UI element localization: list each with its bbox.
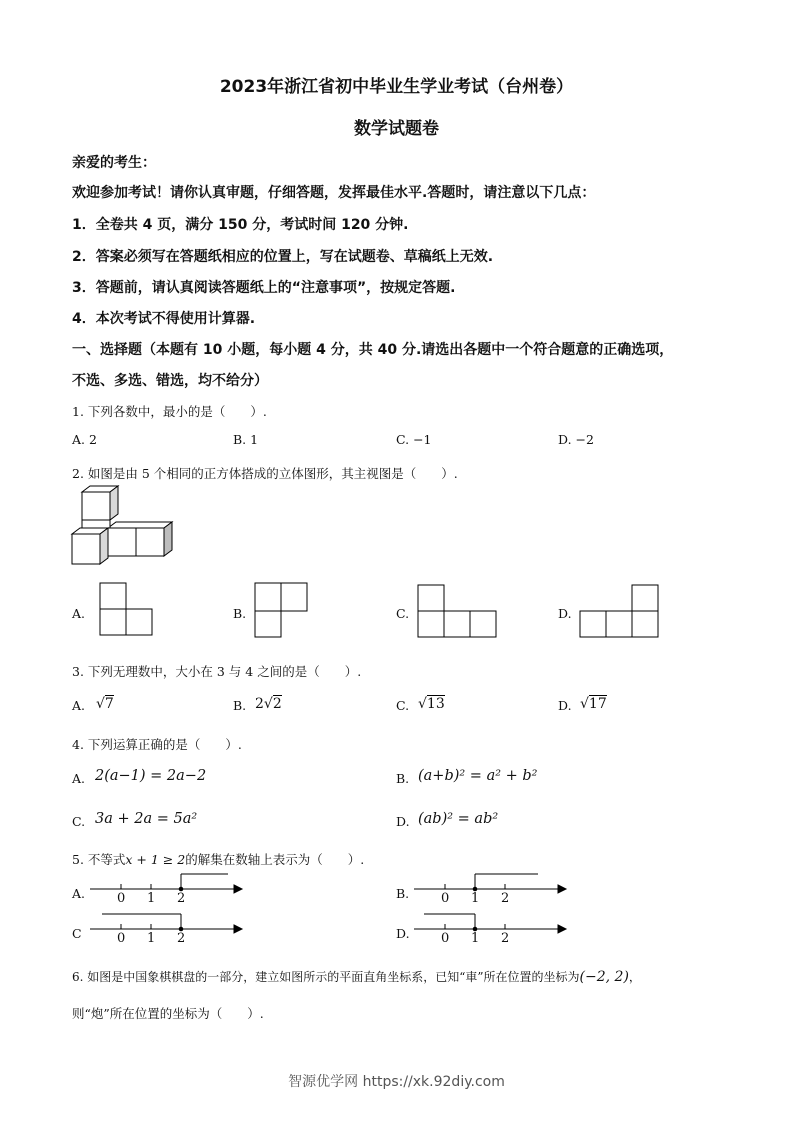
q4-option-d-label: D. (396, 814, 410, 829)
q2-option-a-figure (98, 582, 158, 638)
q3-option-b: 2√2 (255, 696, 282, 712)
q2-option-d-label: D. (558, 606, 572, 621)
q5-a-tick-0: 0 (117, 891, 126, 906)
instruction-item-1: 1．全卷共 4 页，满分 150 分，考试时间 120 分钟. (72, 217, 409, 233)
q2-stem: 2. 如图是由 5 个相同的正方体搭成的立体图形，其主视图是（ ）. (72, 466, 458, 481)
instruction-item-3: 3．答题前，请认真阅读答题纸上的“注意事项”，按规定答题. (72, 280, 456, 296)
q1-option-a: A. 2 (72, 432, 97, 447)
q6-stem-line1: 6. 如图是中国象棋棋盘的一部分，建立如图所示的平面直角坐标系，已知“車”所在位置的坐标为(−2, 2)， (72, 969, 641, 985)
q5-stem: 5. 不等式x + 1 ≥ 2的解集在数轴上表示为（ ）. (72, 852, 365, 867)
q4-option-d: (ab)² = ab² (418, 811, 499, 827)
q4-option-b: (a+b)² = a² + b² (418, 768, 538, 784)
q2-option-b-label: B. (233, 606, 247, 621)
q5-option-d-label: D. (396, 926, 410, 941)
q3-option-d: √17 (580, 696, 607, 712)
q4-option-c: 3a + 2a = 5a² (95, 811, 198, 827)
q2-option-c-label: C. (396, 606, 410, 621)
q5-a-tick-2: 2 (177, 891, 186, 906)
q4-option-c-label: C. (72, 814, 86, 829)
q2-option-a-label: A. (72, 606, 86, 621)
q3-option-b-label: B. (233, 698, 247, 713)
q2-option-d-figure (578, 584, 662, 640)
q4-option-a: 2(a−1) = 2a−2 (95, 768, 207, 784)
q3-option-d-label: D. (558, 698, 572, 713)
q1-option-c: C. −1 (396, 432, 432, 447)
q5-c-tick-1: 1 (147, 931, 156, 946)
q5-d-tick-0: 0 (441, 931, 450, 946)
q2-option-c-figure (416, 584, 500, 640)
q5-option-c-number-line (88, 912, 248, 948)
q1-stem: 1. 下列各数中，最小的是（ ）. (72, 404, 267, 419)
q5-a-tick-1: 1 (147, 891, 156, 906)
instruction-item-2: 2．答案必须写在答题纸相应的位置上，写在试题卷、草稿纸上无效. (72, 249, 494, 265)
q5-option-a-label: A. (72, 886, 86, 901)
q1-option-d: D. −2 (558, 432, 594, 447)
q3-option-c-label: C. (396, 698, 410, 713)
q5-b-tick-1: 1 (471, 891, 480, 906)
q5-c-tick-0: 0 (117, 931, 126, 946)
q2-option-b-figure (253, 582, 313, 638)
q3-option-a: √7 (96, 696, 114, 712)
footer-watermark: 智源优学网 https://xk.92diy.com (288, 1074, 505, 1090)
q5-option-b-label: B. (396, 886, 410, 901)
q5-b-tick-2: 2 (501, 891, 510, 906)
q4-option-a-label: A. (72, 771, 86, 786)
q5-b-tick-0: 0 (441, 891, 450, 906)
section-heading-line2: 不选、多选、错选，均不给分） (72, 373, 268, 389)
sqrt-sign-icon: √ (580, 696, 589, 712)
q5-option-b-number-line (412, 872, 572, 908)
sqrt-sign-icon: √ (418, 696, 427, 712)
q5-c-tick-2: 2 (177, 931, 186, 946)
q3-option-a-label: A. (72, 698, 86, 713)
q3-stem: 3. 下列无理数中，大小在 3 与 4 之间的是（ ）. (72, 664, 362, 679)
q5-option-c-label: C (72, 926, 82, 941)
q5-option-d-number-line (412, 912, 572, 948)
section-heading-line1: 一、选择题（本题有 10 小题，每小题 4 分，共 40 分.请选出各题中一个符合题意的正确选项， (72, 342, 674, 358)
sqrt-sign-icon: √ (96, 696, 105, 712)
exam-subtitle: 数学试题卷 (354, 119, 439, 139)
q5-d-tick-1: 1 (471, 931, 480, 946)
intro-text: 欢迎参加考试！请你认真审题，仔细答题，发挥最佳水平.答题时，请注意以下几点： (72, 185, 596, 201)
instruction-item-4: 4．本次考试不得使用计算器. (72, 311, 256, 327)
q5-option-a-number-line (88, 872, 248, 908)
sqrt-sign-icon: √ (263, 696, 273, 712)
q5-d-tick-2: 2 (501, 931, 510, 946)
q6-stem-line2: 则“炮”所在位置的坐标为（ ）. (72, 1006, 264, 1021)
greeting: 亲爱的考生： (72, 155, 156, 171)
q4-stem: 4. 下列运算正确的是（ ）. (72, 737, 242, 752)
q2-solid-figure (70, 490, 180, 570)
q1-option-b: B. 1 (233, 432, 259, 447)
q3-option-c: √13 (418, 696, 445, 712)
q4-option-b-label: B. (396, 771, 410, 786)
exam-title: 2023年浙江省初中毕业生学业考试（台州卷） (219, 77, 574, 97)
